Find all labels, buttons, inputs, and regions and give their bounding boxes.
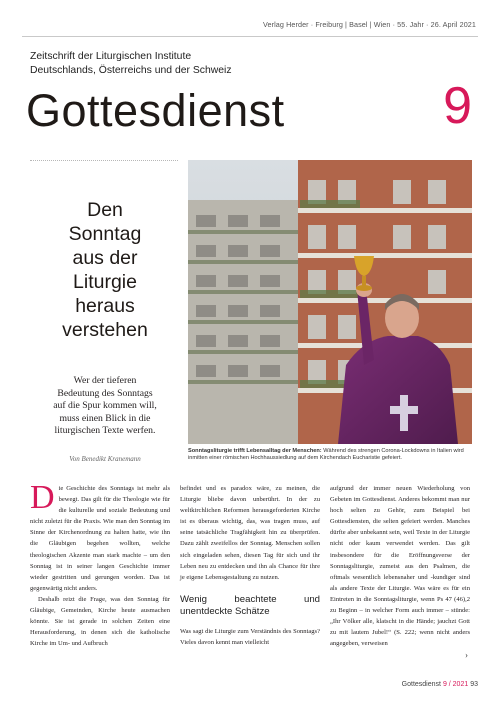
dotted-divider [30,160,178,161]
subtitle-line-1: Zeitschrift der Liturgischen Institute [30,51,192,62]
lead-line: muss einen Blick in die [59,412,151,424]
headline-line: verstehen [62,319,148,341]
headline-line: Liturgie [73,271,137,293]
continue-arrow-icon: › [465,650,468,661]
lead-line: Bedeutung des Sonntags [57,387,153,399]
article-byline: Von Benedikt Kranemann [69,455,141,463]
footer-magazine: Gottesdienst [401,681,441,688]
drop-cap: D [30,479,55,516]
body-paragraph: ie Geschichte des Sonntags ist mehr als bewegt. Das gilt für die Theologie wie für die kulturelle und soziale Bedeutung und nicht zuletzt für die Praxis. Wie man den Sonntag im Sinne der Kirchenordnung zu halten hatte, wie ihn die Gläubigen begehen wollten, welche theologischen Akzente man stark machte – um den Sonntag ist in seiner langen Geschichte immer wieder gestritten und gerungen worden. Das ist gegenwärtig nicht anders. [30,485,170,592]
body-column-1 [30,479,170,649]
article-photo [188,160,472,444]
article-headline [30,198,180,342]
page-footer [402,681,478,688]
issue-number: 9 [443,77,472,135]
body-column-3 [330,483,470,661]
footer-page-number: 93 [470,681,478,688]
footer-issue: 9 / 2021 [442,681,469,688]
headline-line: aus der [72,247,138,269]
article-lead [30,375,180,438]
body-column-2 [180,483,320,648]
headline-line: heraus [75,295,135,317]
body-paragraph: aufgrund der immer neuen Wiederholung von Gebeten im Gottesdienst. Anderes bekommt man nur hoch selten zu Gehör, zum Beispiel bei Gottesdiensten, die selten gefeiert werden. Manches dürfte aber unbekannt sein, weil Texte in der Liturgie nicht oder kaum verwendet werden. Das gilt insbesondere für die Eröffnungsverse der Sonntagsliturgie, zumeist aus den Psalmen, die oftmals wesentlich lebensnaher und -kundiger sind als andere Texte der Liturgie. Was wäre es für ein Eintreten in die Sonntagsliturgie, wenn Ps 47 (46),2 zu Beginn – in welcher Form auch immer – stünde: „Ihr Völker alle, klatscht in die Hände; jauchzt Gott zu mit lautem Jubel!“ (S. 222; wenn nicht anders angegeben, verweisen [330,485,470,648]
body-paragraph: Deshalb reizt die Frage, was den Sonntag für Gläubige, Gemeinden, Kirche heute ausmachen könnte. Sie ist gerade in solchen Zeiten eine Herausforderung, in denen sich die katholische Kirche im Um- und Aufbruch [30,595,170,648]
caption-lead: Sonntagsliturgie trifft Lebensalltag der Menschen: [188,448,322,454]
magazine-title: Gottesdienst [26,85,285,136]
magazine-subtitle [30,50,232,77]
caption-text: Während des strengen Corona-Lockdowns in Italien wird inmitten einer römischen Hochhaussiedlung auf dem Kirchendach Eucharistie gefeiert. [188,448,464,462]
body-paragraph: Was sagt die Liturgie zum Verständnis des Sonntags? Vieles davon kennt man vielleicht [180,627,320,646]
subtitle-line-2: Deutschlands, Österreichs und der Schweiz [30,64,232,76]
headline-line: Den [87,199,123,221]
header-rule [22,36,478,37]
section-heading: Wenig beachtete und unentdeckte Schätze [180,593,320,618]
lead-line: auf die Spur kommen will, [53,400,157,411]
body-paragraph: befindet und es paradox wäre, zu meinen, die Liturgie bliebe davon unberührt. In der zu weltkirchlichen Reformen herausgeforderten Kirche ist es überaus wichtig, das, was tragen muss, auf seine tatsächliche Tragfähigkeit hin zu überprüfen. Dazu zählt zweifellos der Sonntag. Menschen sollen sich eingeladen sehen, diesen Tag für sich und ihr Leben neu zu entdecken und ihn als Chance für ihre je eigene Lebensgestaltung zu nutzen. [180,485,320,581]
lead-line: liturgischen Texte werfen. [54,425,156,436]
lead-line: Wer der tieferen [73,375,137,386]
headline-line: Sonntag [68,223,142,245]
photo-caption [188,448,476,463]
masthead-publisher: Verlag Herder · Freiburg | Basel | Wien · 55. Jahr · 26. April 2021 [263,20,476,29]
